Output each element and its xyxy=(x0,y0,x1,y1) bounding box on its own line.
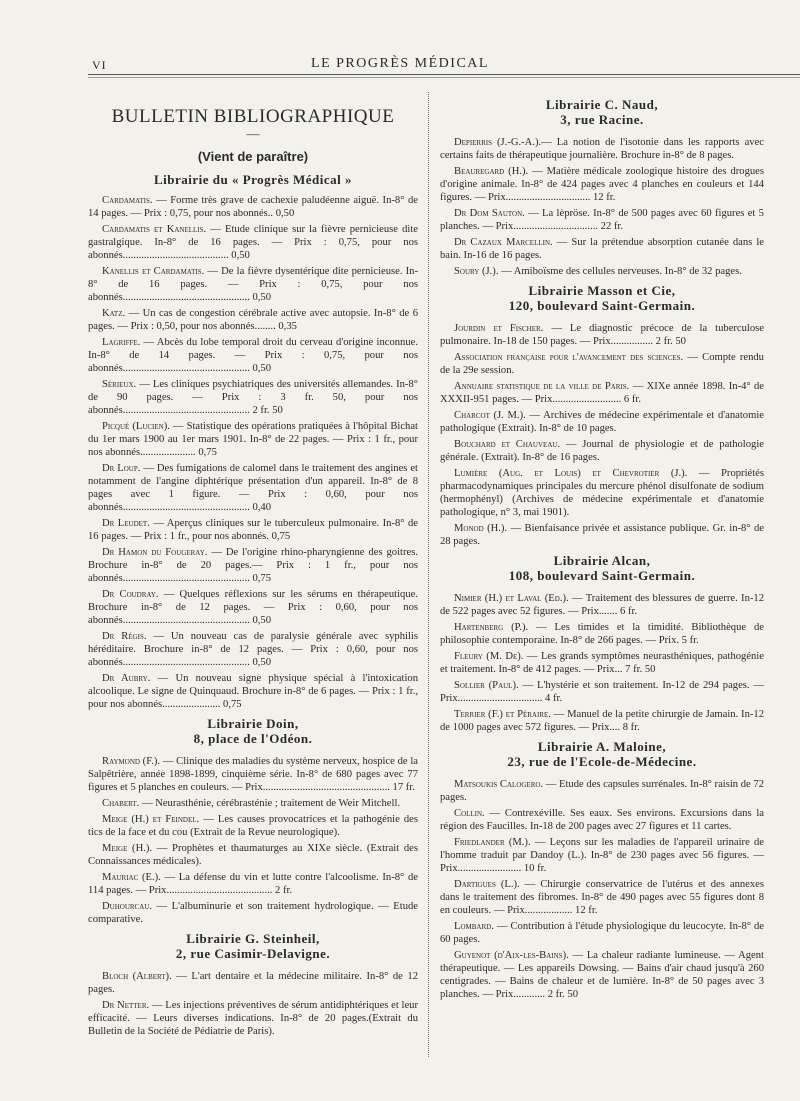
entry-author: Picqué (Lucien). xyxy=(102,421,170,432)
entry-text: — Le diagnostic précoce de la tuberculose pulmonaire. In-18 de 150 pages. — Prix................ 2 fr. 50 xyxy=(440,323,764,347)
entry-text: — Aperçus cliniques sur le tuberculeux pulmonaire. In-8° de 16 pages. — Prix : 1 fr., pour nos abonnés. 0,75 xyxy=(88,518,418,542)
entry-text: — Les injections préventives de sérum antidiphtériques et leur efficacité. — Leurs diverses indications. In-8° de 20 pages.(Extrait du Bulletin de la Société de Pédiatrie de Paris). xyxy=(88,1000,418,1037)
entry-text: — Quelques réflexions sur les sérums en thérapeutique. Brochure in-8° de 12 pages. — Prix : 0,60, pour nos abonnés................................................ 0,50 xyxy=(88,589,418,626)
bibliography-entry xyxy=(88,223,418,262)
entry-author: Lumière (Aug. et Louis) et Chevrotier (J.). xyxy=(454,468,688,479)
bibliography-entry xyxy=(440,265,764,278)
bibliography-entry xyxy=(440,236,764,262)
bibliography-entry xyxy=(88,194,418,220)
entry-author: Dr Coudray. xyxy=(102,589,159,600)
entry-author: Dr Cazaux Marcellin. xyxy=(454,237,553,248)
section-masson xyxy=(440,284,764,548)
publisher-title: Librairie Alcan, xyxy=(553,553,651,568)
bibliography-entry xyxy=(88,970,418,996)
section-progres xyxy=(88,173,418,711)
entry-text: — Leçons sur les maladies de l'appareil urinaire de l'homme traduit par Dandoy (L.). In-8° de 230 pages avec 56 figures. — Prix........................ 10 fr. xyxy=(440,837,765,874)
entry-text: — Prophètes et thaumaturges au XIXe siècle. (Extrait des Connaissances médicales). xyxy=(88,843,418,867)
entry-text: — Traitement des blessures de guerre. In-12 de 522 pages avec 52 figures. — Prix....... 6 fr. xyxy=(440,593,764,617)
entry-author: Beauregard (H.). xyxy=(454,166,529,177)
entry-text: — Statistique des opérations pratiquées à l'hôpital Bichat du 1er mars 1900 au 1er mars 1901. In-8° de 22 pages. — Prix : 1 fr., pour nos abonnés..................... 0,75 xyxy=(88,421,418,458)
section-maloine xyxy=(440,740,764,1001)
bibliography-entry xyxy=(440,467,764,519)
entry-author: Mauriac (E.). xyxy=(102,872,161,883)
bibliography-entry xyxy=(440,522,764,548)
entry-author: Bloch (Albert). xyxy=(102,971,172,982)
entry-text: — Abcès du lobe temporal droit du cerveau d'origine inconnue. In-8° de 14 pages. — Prix : 0,75, pour nos abonnés................................................ 0,50 xyxy=(88,337,418,374)
entry-text: — Chirurgie conservatrice de l'utérus et des annexes dans le traitement des fibromes. In-8° de 490 pages avec 55 figures dont 8 en couleurs. — Prix.................. 12 fr. xyxy=(440,879,764,916)
bibliography-entry xyxy=(440,920,764,946)
publisher-title: Librairie Masson et Cie, xyxy=(528,283,676,298)
entry-author: Nimier (H.) et Laval (Ed.). xyxy=(454,593,569,604)
section-doin xyxy=(88,717,418,926)
bibliography-entry xyxy=(88,797,418,810)
publisher-address: 23, rue de l'Ecole-de-Médecine. xyxy=(507,754,697,769)
entry-author: Soury (J.). xyxy=(454,266,499,277)
entry-text: — Bienfaisance privée et assistance publique. Gr. in-8° de 28 pages. xyxy=(440,523,764,547)
bibliography-entry xyxy=(88,420,418,459)
entry-text: — Forme très grave de cachexie paludéenne aiguë. In-8° de 14 pages. — Prix : 0,75, pour nos abonnés.. 0,50 xyxy=(88,195,418,219)
bibliography-entry xyxy=(88,462,418,514)
bibliography-entry xyxy=(440,650,764,676)
section-naud xyxy=(440,98,764,278)
entry-author: Matsoukis Calogero. xyxy=(454,779,544,790)
entry-text: — Les cliniques psychiatriques des universités allemandes. In-8° de 90 pages. — Prix : 3 fr. 50, pour nos abonnés................................................ 2 fr. 50 xyxy=(88,379,418,416)
entry-text: — Etude clinique sur la fièvre pernicieuse dite gastralgique. In-8° de 16 pages. — Prix : 0,75, pour nos abonnés........................................ 0,50 xyxy=(88,224,419,261)
entry-author: Annuaire statistique de la ville de Paris. xyxy=(454,381,630,392)
entry-text: — De la fièvre dysentérique dite pernicieuse. In-8° de 16 pages. — Prix : 0,75, pour nos abonnés................................................ 0,50 xyxy=(88,266,419,303)
entry-text: — Les grands symptômes neurasthéniques, pathogénie et traitement. In-8° de 412 pages. — Prix... 7 fr. 50 xyxy=(440,651,764,675)
entry-author: Collin. xyxy=(454,808,485,819)
entry-author: Meige (H.) et Feindel. xyxy=(102,814,200,825)
bibliography-entry xyxy=(88,588,418,627)
bibliography-entry xyxy=(88,755,418,794)
entry-author: Duhourcau. xyxy=(102,901,152,912)
bibliography-entry xyxy=(88,900,418,926)
entry-author: Fleury (M. De). xyxy=(454,651,524,662)
publisher-address: 3, rue Racine. xyxy=(560,112,644,127)
bibliography-entry xyxy=(88,336,418,375)
entry-author: Dr Hamon du Fougeray. xyxy=(102,547,208,558)
entry-text: — Etude des capsules surrénales. In-8° raisin de 72 pages. xyxy=(440,779,765,803)
entry-author: Association française pour l'avancement des sciences. xyxy=(454,352,684,363)
bibliography-entry xyxy=(88,999,418,1038)
bibliography-entry xyxy=(440,949,764,1001)
bibliography-entry xyxy=(440,836,764,875)
bibliography-entry xyxy=(440,621,764,647)
section-steinheil xyxy=(88,932,418,1038)
entry-text: — Amiboïsme des cellules nerveuses. In-8° de 32 pages. xyxy=(498,266,742,277)
bibliography-entry xyxy=(440,708,764,734)
bibliography-entry xyxy=(88,630,418,669)
entry-author: Bouchard et Chauveau. xyxy=(454,439,561,450)
page-folio: VI xyxy=(92,58,107,72)
column-separator xyxy=(428,92,429,1057)
entry-text: — L'art dentaire et la médecine militaire. In-8° de 12 pages. xyxy=(88,971,418,995)
entry-text: — De l'origine rhino-pharyngienne des goitres. Brochure in-8° de 20 pages.— Prix : 1 fr., pour nos abonnés................................................ 0,75 xyxy=(88,547,418,584)
entry-author: Sérieux. xyxy=(102,379,137,390)
bibliography-entry xyxy=(440,778,764,804)
publisher-address: 108, boulevard Saint-Germain. xyxy=(508,568,696,583)
bibliography-entry xyxy=(88,842,418,868)
bibliography-entry xyxy=(88,546,418,585)
publisher-title: Librairie Doin, xyxy=(207,716,299,731)
header-rule xyxy=(88,74,800,75)
entry-text: — La lèpröse. In-8° de 500 pages avec 60 figures et 5 planches. — Prix................................ 22 fr. xyxy=(440,208,764,232)
bibliography-entry xyxy=(88,307,418,333)
bibliography-entry xyxy=(440,351,764,377)
vient-de-paraitre: (Vient de paraître) xyxy=(197,149,309,164)
entry-text: — Manuel de la petite chirurgie de Jamain. In-12 de 1000 pages avec 572 figures. — Prix.... 8 fr. xyxy=(440,709,764,733)
bibliography-entry xyxy=(440,165,764,204)
entry-text: — Sur la prétendue absorption cutanée dans le bain. In-16 de 16 pages. xyxy=(440,237,765,261)
entry-author: Dr Dom Sauton. xyxy=(454,208,525,219)
bibliography-entry xyxy=(440,409,764,435)
bibliography-entry xyxy=(88,672,418,711)
section-alcan xyxy=(440,554,764,734)
entry-text: — Un nouveau signe physique spécial à l'intoxication alcoolique. Le signe de Quinquaud. Brochure in-8° de 6 pages. — Prix : 1 fr., pour nos abonnés...................... 0,75 xyxy=(88,673,418,710)
entry-author: Hartenberg (P.). xyxy=(454,622,529,633)
entry-author: Dr Loup. xyxy=(102,463,141,474)
bibliography-entry xyxy=(440,380,764,406)
bibliography-entry xyxy=(88,378,418,417)
entry-author: Dr Aubry. xyxy=(102,673,151,684)
bibliography-entry xyxy=(440,679,764,705)
header-rule-thin xyxy=(88,77,800,78)
entry-text: — L'hystérie et son traitement. In-12 de 294 pages. — Prix................................ 4 fr. xyxy=(440,680,765,704)
entry-text: — Compte rendu de la 29e session. xyxy=(440,352,764,376)
bibliography-entry xyxy=(440,807,764,833)
bibliography-entry xyxy=(88,265,418,304)
entry-author: Dr Leudet. xyxy=(102,518,150,529)
bibliography-entry xyxy=(88,813,418,839)
bibliography-entry xyxy=(440,207,764,233)
entry-author: Guyenot (d'Aix-les-Bains). xyxy=(454,950,569,961)
bibliography-entry xyxy=(88,517,418,543)
entry-author: Lombard. xyxy=(454,921,494,932)
publisher-title: Librairie A. Maloine, xyxy=(537,739,667,754)
entry-text: — Des fumigations de calomel dans le traitement des angines et notamment de l'angine diphtérique présentation d'un appareil. In-8° de 8 pages avec 1 figure. — Prix : 0,60, pour nos abonnés................................................ 0,40 xyxy=(88,463,419,513)
entry-text: — La défense du vin et lutte contre l'alcoolisme. In-8° de 114 pages. — Prix........................................ 2 fr. xyxy=(88,872,418,896)
title-dash: — xyxy=(246,126,260,141)
bulletin-title: BULLETIN BIBLIOGRAPHIQUE xyxy=(111,106,395,127)
entry-author: Charcot (J. M.). xyxy=(454,410,526,421)
left-column xyxy=(88,92,418,1041)
bibliography-entry xyxy=(440,592,764,618)
entry-author: Meige (H.). xyxy=(102,843,153,854)
entry-text: — Neurasthénie, cérébrasténie ; traitement de Weir Mitchell. xyxy=(139,798,401,809)
entry-text: — Clinique des maladies du système nerveux, hospice de la Salpêtrière, année 1898-1899, cinquième série. In-8° de 680 pages avec 77 figures et 5 planches en couleurs. — Prix................................................ 17 fr. xyxy=(88,756,418,793)
entry-text: — Un nouveau cas de paralysie générale avec syphilis héréditaire. Brochure in-8° de 12 pages. — Prix : 0,60, pour nos abonnés................................................ 0,50 xyxy=(88,631,418,668)
entry-text: — Archives de médecine expérimentale et d'anatomie pathologique (Extrait). In-8° de 10 pages. xyxy=(440,410,764,434)
entry-text: — Propriétés pharmacodynamiques principales du mercure phénol disulfonate de sodium (hermophényl) (Archives de médecine expérimentale et d'anatomie pathologique, n° 3, mai 1901). xyxy=(440,468,764,518)
entry-author: Sollier (Paul). xyxy=(454,680,519,691)
entry-text: — La notion de l'isotonie dans les rapports avec certains faits de thérapeutique journalière. Brochure in-8° de 8 pages. xyxy=(440,137,764,161)
publisher-address: 120, boulevard Saint-Germain. xyxy=(508,298,696,313)
entry-author: Katz. xyxy=(102,308,126,319)
publisher-address: 8, place de l'Odéon. xyxy=(193,731,313,746)
entry-author: Jourdin et Fischer. xyxy=(454,323,544,334)
entry-author: Dr Régis. xyxy=(102,631,147,642)
publisher-title: Librairie G. Steinheil, xyxy=(186,931,320,946)
entry-author: Terrier (F.) et Péraire. xyxy=(454,709,551,720)
entry-author: Raymond (F.). xyxy=(102,756,161,767)
entry-author: Lagriffe. xyxy=(102,337,141,348)
bibliography-entry xyxy=(440,136,764,162)
entry-text: — L'albuminurie et son traitement hydrologique. — Etude comparative. xyxy=(88,901,418,925)
entry-text: — XIXe année 1898. In-4° de XXXII-951 pages. — Prix.......................... 6 fr. xyxy=(440,381,764,405)
bibliography-entry xyxy=(88,871,418,897)
entry-author: Kanellis et Cardamatis. xyxy=(102,266,205,277)
entry-text: — Contrexéville. Ses eaux. Ses environs. Excursions dans la région des Faucilles. In-18 de 200 pages avec 27 figures et 11 cartes. xyxy=(440,808,764,832)
running-title: LE PROGRÈS MÉDICAL xyxy=(311,56,489,71)
entry-text: — Journal de physiologie et de pathologie générale. (Extrait). In-8° de 16 pages. xyxy=(440,439,764,463)
entry-text: — La chaleur radiante lumineuse. — Agent thérapeutique. — Les appareils Dowsing. — Bains d'air chaud jusqu'à 260 centigrades. — Bains de chaleur et de lumière. In-8° de 50 pages avec 3 planches. — Prix............ 2 fr. 50 xyxy=(440,950,764,1000)
entry-author: Dartigues (L.). xyxy=(454,879,520,890)
publisher-title: Librairie du « Progrès Médical » xyxy=(153,172,353,187)
entry-text: — Contribution à l'étude physiologique du leucocyte. In-8° de 60 pages. xyxy=(440,921,764,945)
publisher-address: 2, rue Casimir-Delavigne. xyxy=(175,946,331,961)
entry-author: Cardamatis. xyxy=(102,195,153,206)
right-column xyxy=(440,92,764,1004)
entry-author: Depierris (J.-G.-A.). xyxy=(454,137,542,148)
entry-author: Cardamatis et Kanellis. xyxy=(102,224,207,235)
entry-author: Friedlander (M.). xyxy=(454,837,531,848)
entry-text: — Matière médicale zoologique histoire des drogues d'origine animale. In-8° de 424 pages avec 4 planches en couleurs et 144 figures. — Prix................................ 12 fr. xyxy=(440,166,764,203)
bibliography-entry xyxy=(440,322,764,348)
entry-author: Chabert. xyxy=(102,798,140,809)
bibliography-entry xyxy=(440,438,764,464)
entry-author: Monod (H.). xyxy=(454,523,508,534)
entry-text: — Les timides et la timidité. Bibliothèque de philosophie contemporaine. In-8° de 266 pages. — Prix. 5 fr. xyxy=(440,622,764,646)
publisher-title: Librairie C. Naud, xyxy=(545,97,659,112)
entry-text: — Les causes provocatrices et la pathogénie des tics de la face et du cou (Extrait de la Revue neurologique). xyxy=(88,814,418,838)
entry-text: — Un cas de congestion cérébrale active avec autopsie. In-8° de 6 pages. — Prix : 0,50, pour nos abonnés........ 0,35 xyxy=(88,308,418,332)
entry-author: Dr Netter. xyxy=(102,1000,150,1011)
bibliography-entry xyxy=(440,878,764,917)
